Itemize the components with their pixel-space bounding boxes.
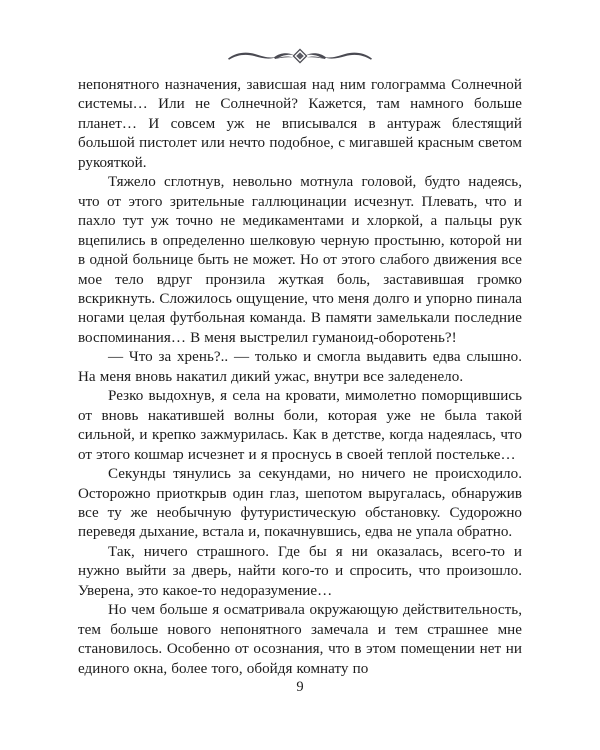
paragraph: Тяжело сглотнув, невольно мотнула головой, будто надеясь, что от этого зрительные галлюцинации исчезнут. Плевать, что и пахло тут уж точно не медикаментами и хлоркой, а пальцы рук вцепились в определенно шелковую черную простыню, которой ни в одной больнице быть не может. Но от этого слабого движения все мое тело вдруг пронзила жуткая боль, заставившая громко вскрикнуть. Сложилось ощущение, что меня долго и упорно пинала ногами целая футбольная команда. В памяти замелькали последние воспоминания… В меня выстрелил гуманоид-оборотень?! [78,174,522,346]
page-number: 9 [296,679,304,695]
paragraph-dialogue: — Что за хрень?.. — только и смогла выдавить едва слышно. На меня вновь накатил дикий ужас, внутри все заледенело. [78,349,522,385]
paragraph: Резко выдохнув, я села на кровати, мимолетно поморщившись от вновь накатившей волны боли, которая уже не была такой сильной, и крепко зажмурилась. Как в детстве, когда надеялась, что от этого кошмар исчезнет и я проснусь в своей теплой постельке… [78,388,522,463]
divider-flourish-icon [0,44,600,68]
paragraph: Секунды тянулись за секундами, но ничего не происходило. Осторожно приоткрыв один глаз, шепотом выругалась, обнаружив все ту же необычную футуристическую обстановку. Судорожно переведя дыхание, встала и, покачнувшись, едва не упала обратно. [78,466,522,541]
divider-flourish-svg [226,46,374,66]
paragraph: Так, ничего страшного. Где бы я ни оказалась, всего-то и нужно выйти за дверь, найти кого-то и спросить, что произошло. Уверена, это какое-то недоразумение… [78,543,522,599]
page-text-body [78,76,522,679]
paragraph: непонятного назначения, зависшая над ним голограмма Солнечной системы… Или не Солнечной? Кажется, там намного больше планет… И совсем уж не вписывался в антураж блестящий большой пистолет или нечто подобное, с мигавшей красным светом рукояткой. [78,77,522,171]
paragraph: Но чем больше я осматривала окружающую действительность, тем больше нового непонятного замечала и тем страшнее мне становилось. Особенно от осознания, что в этом помещении нет ни единого окна, более того, обойдя комнату по [78,602,522,677]
